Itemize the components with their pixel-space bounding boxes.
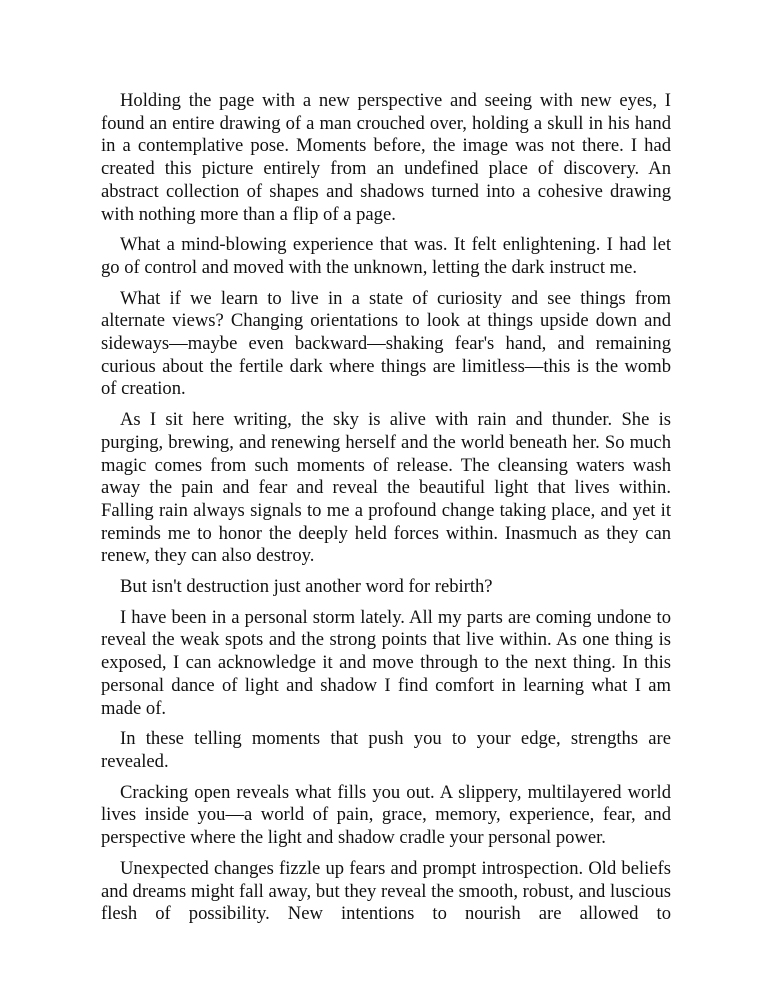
paragraph-5: But isn't destruction just another word for rebirth?	[120, 576, 493, 598]
paragraph-6: I have been in a personal storm lately. All my parts are coming undone to reveal the weak spots and the strong points that live within. As one thing is exposed, I can acknowledge it and move through to the next thing. In this personal dance of light and shadow I find comfort in learning what I am made of.	[101, 606, 671, 719]
paragraph-8: Cracking open reveals what fills you out. A slippery, multilayered world lives inside you—a world of pain, grace, memory, experience, fear, and perspective where the light and shadow cradle your personal power.	[101, 781, 671, 849]
paragraph-2: What a mind-blowing experience that was. It felt enlightening. I had let go of control and moved with the unknown, letting the dark instruct me.	[101, 234, 671, 278]
book-page	[101, 90, 671, 934]
paragraph-9: Unexpected changes fizzle up fears and prompt introspection. Old beliefs and dreams might fall away, but they reveal the smooth, robust, and luscious flesh of possibility. New intentions to nourish are allowed to	[101, 857, 671, 925]
paragraph-1: Holding the page with a new perspective and seeing with new eyes, I found an entire drawing of a man crouched over, holding a skull in his hand in a contemplative pose. Moments before, the image was not there. I had created this picture entirely from an undefined place of discovery. An abstract collection of shapes and shadows turned into a cohesive drawing with nothing more than a flip of a page.	[101, 90, 671, 225]
paragraph-7: In these telling moments that push you to your edge, strengths are revealed.	[101, 728, 671, 772]
paragraph-3: What if we learn to live in a state of curiosity and see things from alternate views? Changing orientations to look at things upside down and sideways—maybe even backward—shaking fear's hand, and remaining curious about the fertile dark where things are limitless—this is the womb of creation.	[101, 287, 671, 400]
paragraph-4: As I sit here writing, the sky is alive with rain and thunder. She is purging, brewing, and renewing herself and the world beneath her. So much magic comes from such moments of release. The cleansing waters wash away the pain and fear and reveal the beautiful light that lives within. Falling rain always signals to me a profound change taking place, and yet it reminds me to honor the deeply held forces within. Inasmuch as they can renew, they can also destroy.	[101, 409, 671, 567]
